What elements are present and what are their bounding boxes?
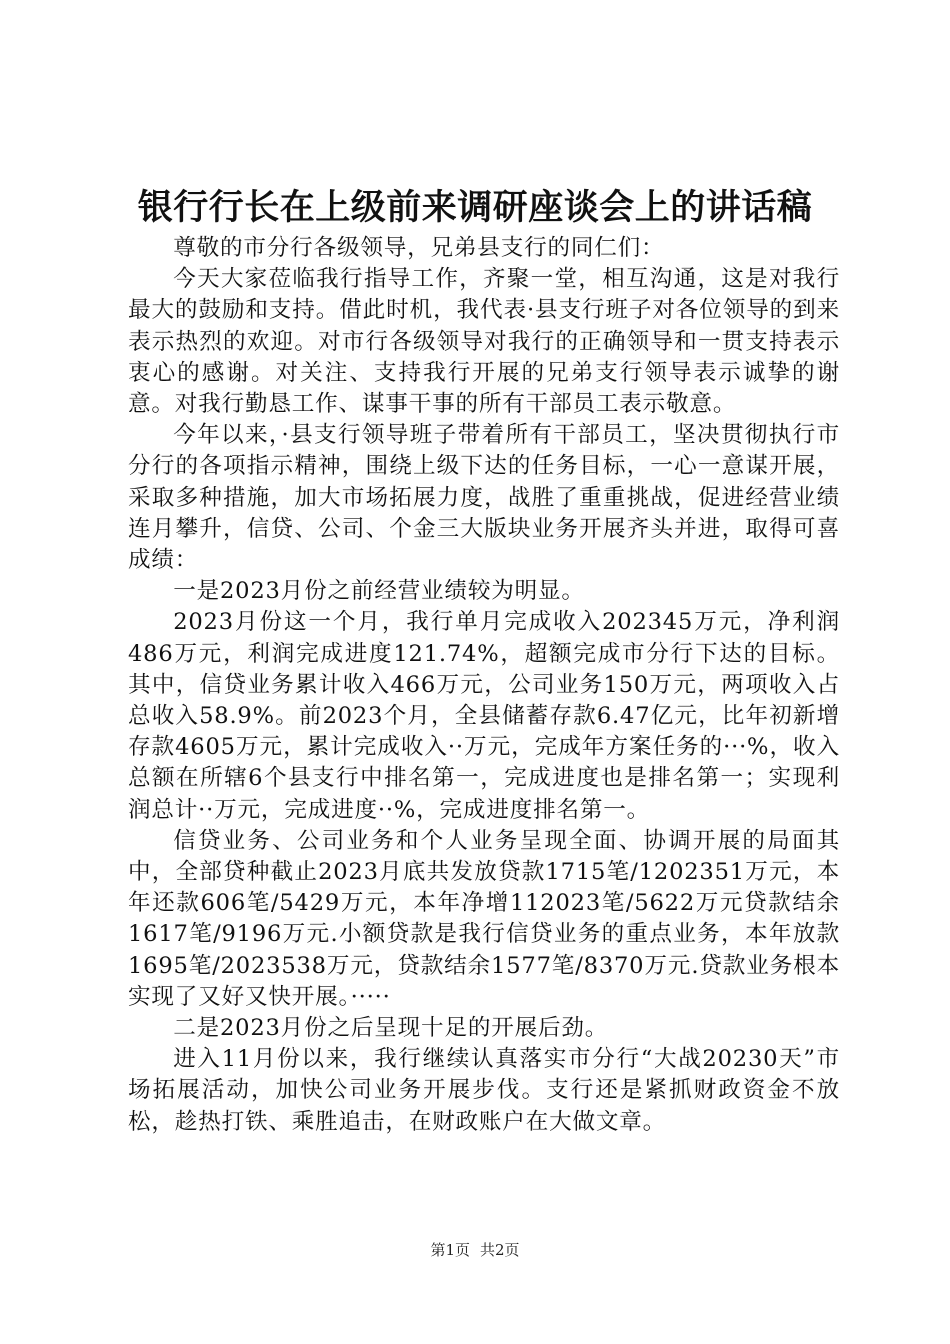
paragraph: 进入11月份以来，我行继续认真落实市分行“大战20230天”市场拓展活动，加快公司业务开展步伐。支行还是紧抓财政资金不放松，趁热打铁、乘胜追击，在财政账户在大做文章。 [128,1046,840,1135]
paragraph-salutation: 尊敬的市分行各级领导，兄弟县支行的同仁们： [173,235,665,261]
document-body [128,233,840,1138]
page-number-total: 共2页 [480,1241,520,1259]
page-footer [0,1240,950,1260]
paragraph-heading: 一是2023月份之前经营业绩较为明显。 [173,578,585,605]
paragraph: 今年以来，·县支行领导班子带着所有干部员工，坚决贯彻执行市分行的各项指示精神，围绕上级下达的任务目标，一心一意谋开展，采取多种措施，加大市场拓展力度，战胜了重重挑战，促进经营业绩连月攀升，信贷、公司、个金三大版块业务开展齐头并进，取得可喜成绩： [128,422,840,574]
paragraph: 今天大家莅临我行指导工作，齐聚一堂，相互沟通，这是对我行最大的鼓励和支持。借此时机，我代表·县支行班子对各位领导的到来表示热烈的欢迎。对市行各级领导对我行的正确领导和一贯支持表示衷心的感谢。对关注、支持我行开展的兄弟支行领导表示诚挚的谢意。对我行勤恳工作、谋事干事的所有干部员工表示敬意。 [128,266,840,418]
paragraph-heading: 二是2023月份之后呈现十足的开展后劲。 [173,1015,609,1042]
paragraph: 信贷业务、公司业务和个人业务呈现全面、协调开展的局面其中，全部贷种截止2023月底共发放贷款1715笔/1202351万元，本年还款606笔/5429万元，本年净增112023笔/5622万元贷款结余1617笔/9196万元.小额贷款是我行信贷业务的重点业务，本年放款1695笔/2023538万元，贷款结余1577笔/8370万元.贷款业务根本实现了又好又快开展。····· [128,827,840,1010]
document-title: 银行行长在上级前来调研座谈会上的讲话稿 [137,187,813,228]
paragraph: 2023月份这一个月，我行单月完成收入202345万元，净利润486万元，利润完成进度121.74%，超额完成市分行下达的目标。其中，信贷业务累计收入466万元，公司业务150万元，两项收入占总收入58.9%。前2023个月，全县储蓄存款6.47亿元，比年初新增存款4605万元，累计完成收入··万元，完成年方案任务的···%，收入总额在所辖6个县支行中排名第一，完成进度也是排名第一；实现利润总计··万元，完成进度··%，完成进度排名第一。 [128,609,840,823]
page-number-current: 第1页 [430,1241,470,1259]
